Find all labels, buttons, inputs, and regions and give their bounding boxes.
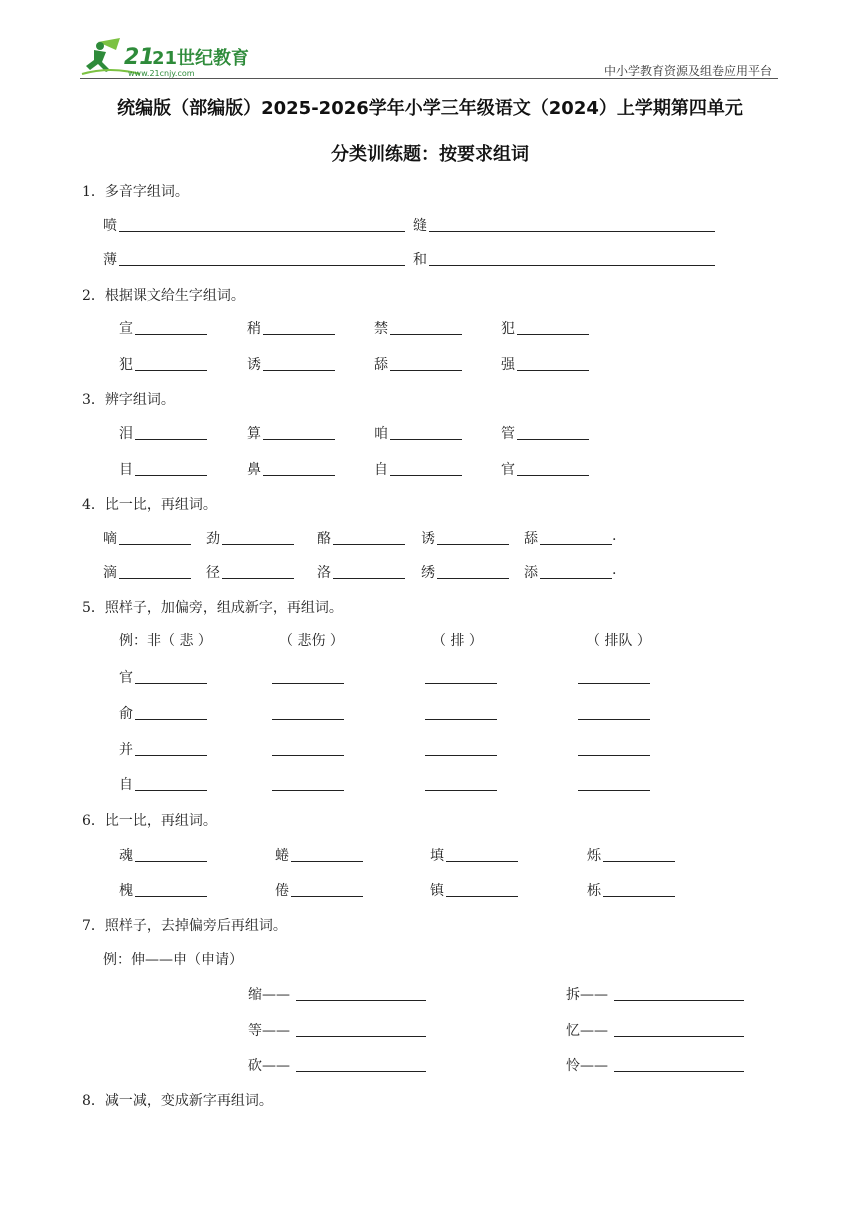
answer-blank[interactable] <box>437 578 509 579</box>
answer-blank[interactable] <box>272 790 344 791</box>
q3-char: 管 <box>501 426 515 442</box>
q3-char: 泪 <box>119 426 133 442</box>
answer-blank[interactable] <box>517 334 589 335</box>
answer-blank[interactable] <box>296 1071 426 1072</box>
question-4: 4．比一比，再组词。 <box>82 497 217 513</box>
q3-char: 官 <box>501 462 515 478</box>
q4-char: 滴 <box>103 565 117 581</box>
answer-blank[interactable] <box>429 265 715 266</box>
q2-char: 强 <box>501 357 515 373</box>
answer-blank[interactable] <box>272 719 344 720</box>
q4-char: 添 <box>524 565 538 581</box>
21cnjy-logo <box>80 36 250 80</box>
answer-blank[interactable] <box>578 683 650 684</box>
question-3: 3．辨字组词。 <box>82 392 175 408</box>
q6-char: 魂 <box>119 848 133 864</box>
answer-blank[interactable] <box>135 896 207 897</box>
q2-char: 犯 <box>119 357 133 373</box>
question-2: 2．根据课文给生字组词。 <box>82 288 245 304</box>
q1-char: 和 <box>413 252 427 268</box>
answer-blank[interactable] <box>119 544 191 545</box>
answer-blank[interactable] <box>603 896 675 897</box>
q3-char: 自 <box>374 462 388 478</box>
answer-blank[interactable] <box>437 544 509 545</box>
title-line-2: 分类训练题：按要求组词 <box>331 144 529 165</box>
answer-blank[interactable] <box>135 790 207 791</box>
answer-blank[interactable] <box>614 1000 744 1001</box>
answer-blank[interactable] <box>135 683 207 684</box>
answer-blank[interactable] <box>540 578 612 579</box>
answer-blank[interactable] <box>272 755 344 756</box>
question-6: 6．比一比，再组词。 <box>82 813 217 829</box>
q5-char: 自 <box>119 777 133 793</box>
answer-blank[interactable] <box>517 439 589 440</box>
q5-example: （ 排队 ） <box>586 633 651 649</box>
q4-char: 劲 <box>206 531 220 547</box>
q5-char: 官 <box>119 670 133 686</box>
answer-blank[interactable] <box>222 578 294 579</box>
q6-char: 栎 <box>587 883 601 899</box>
answer-blank[interactable] <box>272 683 344 684</box>
q2-char: 禁 <box>374 321 388 337</box>
answer-blank[interactable] <box>222 544 294 545</box>
q5-example: （ 悲伤 ） <box>279 633 344 649</box>
q5-char: 并 <box>119 742 133 758</box>
q4-char: 洛 <box>317 565 331 581</box>
question-7: 7．照样子，去掉偏旁后再组词。 <box>82 918 287 934</box>
answer-blank[interactable] <box>119 265 405 266</box>
q1-char: 薄 <box>103 252 117 268</box>
answer-blank[interactable] <box>119 578 191 579</box>
q7-char: 拆—— <box>566 987 608 1003</box>
svg-text:21: 21 <box>124 45 155 70</box>
answer-blank[interactable] <box>446 861 518 862</box>
answer-blank[interactable] <box>135 334 207 335</box>
answer-blank[interactable] <box>390 370 462 371</box>
q7-char: 等—— <box>248 1023 290 1039</box>
q2-char: 舔 <box>374 357 388 373</box>
logo-url: www.21cnjy.com <box>128 69 195 78</box>
answer-blank[interactable] <box>425 683 497 684</box>
q7-char: 砍—— <box>248 1058 290 1074</box>
q5-example: （ 排 ） <box>432 633 483 649</box>
answer-blank[interactable] <box>296 1000 426 1001</box>
q1-char: 喷 <box>103 218 117 234</box>
question-1: 1．多音字组词。 <box>82 184 189 200</box>
answer-blank[interactable] <box>263 334 335 335</box>
question-5: 5．照样子，加偏旁，组成新字，再组词。 <box>82 600 343 616</box>
q6-char: 填 <box>430 848 444 864</box>
q5-example: 例：非（ 悲 ） <box>119 633 212 649</box>
q4-char: 酪 <box>317 531 331 547</box>
q7-char: 怜—— <box>566 1058 608 1074</box>
q4-char: 诱 <box>421 531 435 547</box>
platform-label: 中小学教育资源及组卷应用平台 <box>603 64 772 78</box>
answer-blank[interactable] <box>263 370 335 371</box>
q4-char: 绣 <box>421 565 435 581</box>
answer-blank[interactable] <box>540 544 612 545</box>
q7-example: 例：伸——申（申请） <box>103 952 243 968</box>
title-line-1: 统编版（部编版）2025-2026学年小学三年级语文（2024）上学期第四单元 <box>117 98 743 119</box>
q4-char: 嘀 <box>103 531 117 547</box>
answer-blank[interactable] <box>135 475 207 476</box>
answer-blank[interactable] <box>578 755 650 756</box>
answer-blank[interactable] <box>390 475 462 476</box>
answer-blank[interactable] <box>333 578 405 579</box>
q3-char: 鼻 <box>247 462 261 478</box>
q3-char: 目 <box>119 462 133 478</box>
q6-char: 镇 <box>430 883 444 899</box>
q5-char: 俞 <box>119 706 133 722</box>
answer-blank[interactable] <box>578 719 650 720</box>
q4-end-mark: . <box>612 562 617 578</box>
answer-blank[interactable] <box>517 370 589 371</box>
answer-blank[interactable] <box>390 334 462 335</box>
answer-blank[interactable] <box>263 475 335 476</box>
header-divider <box>80 78 778 79</box>
q6-char: 槐 <box>119 883 133 899</box>
answer-blank[interactable] <box>291 896 363 897</box>
logo-text: 21世纪教育 <box>152 48 250 69</box>
answer-blank[interactable] <box>135 370 207 371</box>
answer-blank[interactable] <box>425 719 497 720</box>
q3-char: 算 <box>247 426 261 442</box>
q4-char: 径 <box>206 565 220 581</box>
answer-blank[interactable] <box>135 719 207 720</box>
q1-char: 缝 <box>413 218 427 234</box>
answer-blank[interactable] <box>429 231 715 232</box>
answer-blank[interactable] <box>578 790 650 791</box>
q7-char: 缩—— <box>248 987 290 1003</box>
q7-char: 忆—— <box>566 1023 608 1039</box>
question-8: 8．减一减，变成新字再组词。 <box>82 1093 273 1109</box>
answer-blank[interactable] <box>333 544 405 545</box>
q6-char: 蜷 <box>275 848 289 864</box>
answer-blank[interactable] <box>296 1036 426 1037</box>
answer-blank[interactable] <box>614 1036 744 1037</box>
q6-char: 倦 <box>275 883 289 899</box>
q6-char: 烁 <box>587 848 601 864</box>
q3-char: 咱 <box>374 426 388 442</box>
answer-blank[interactable] <box>425 790 497 791</box>
q2-char: 宣 <box>119 321 133 337</box>
q2-char: 犯 <box>501 321 515 337</box>
answer-blank[interactable] <box>517 475 589 476</box>
answer-blank[interactable] <box>425 755 497 756</box>
answer-blank[interactable] <box>291 861 363 862</box>
answer-blank[interactable] <box>135 861 207 862</box>
q4-end-mark: . <box>612 528 617 544</box>
answer-blank[interactable] <box>614 1071 744 1072</box>
answer-blank[interactable] <box>603 861 675 862</box>
q4-char: 舔 <box>524 531 538 547</box>
answer-blank[interactable] <box>135 439 207 440</box>
q2-char: 稍 <box>247 321 261 337</box>
answer-blank[interactable] <box>390 439 462 440</box>
answer-blank[interactable] <box>263 439 335 440</box>
answer-blank[interactable] <box>446 896 518 897</box>
answer-blank[interactable] <box>119 231 405 232</box>
q2-char: 诱 <box>247 357 261 373</box>
answer-blank[interactable] <box>135 755 207 756</box>
